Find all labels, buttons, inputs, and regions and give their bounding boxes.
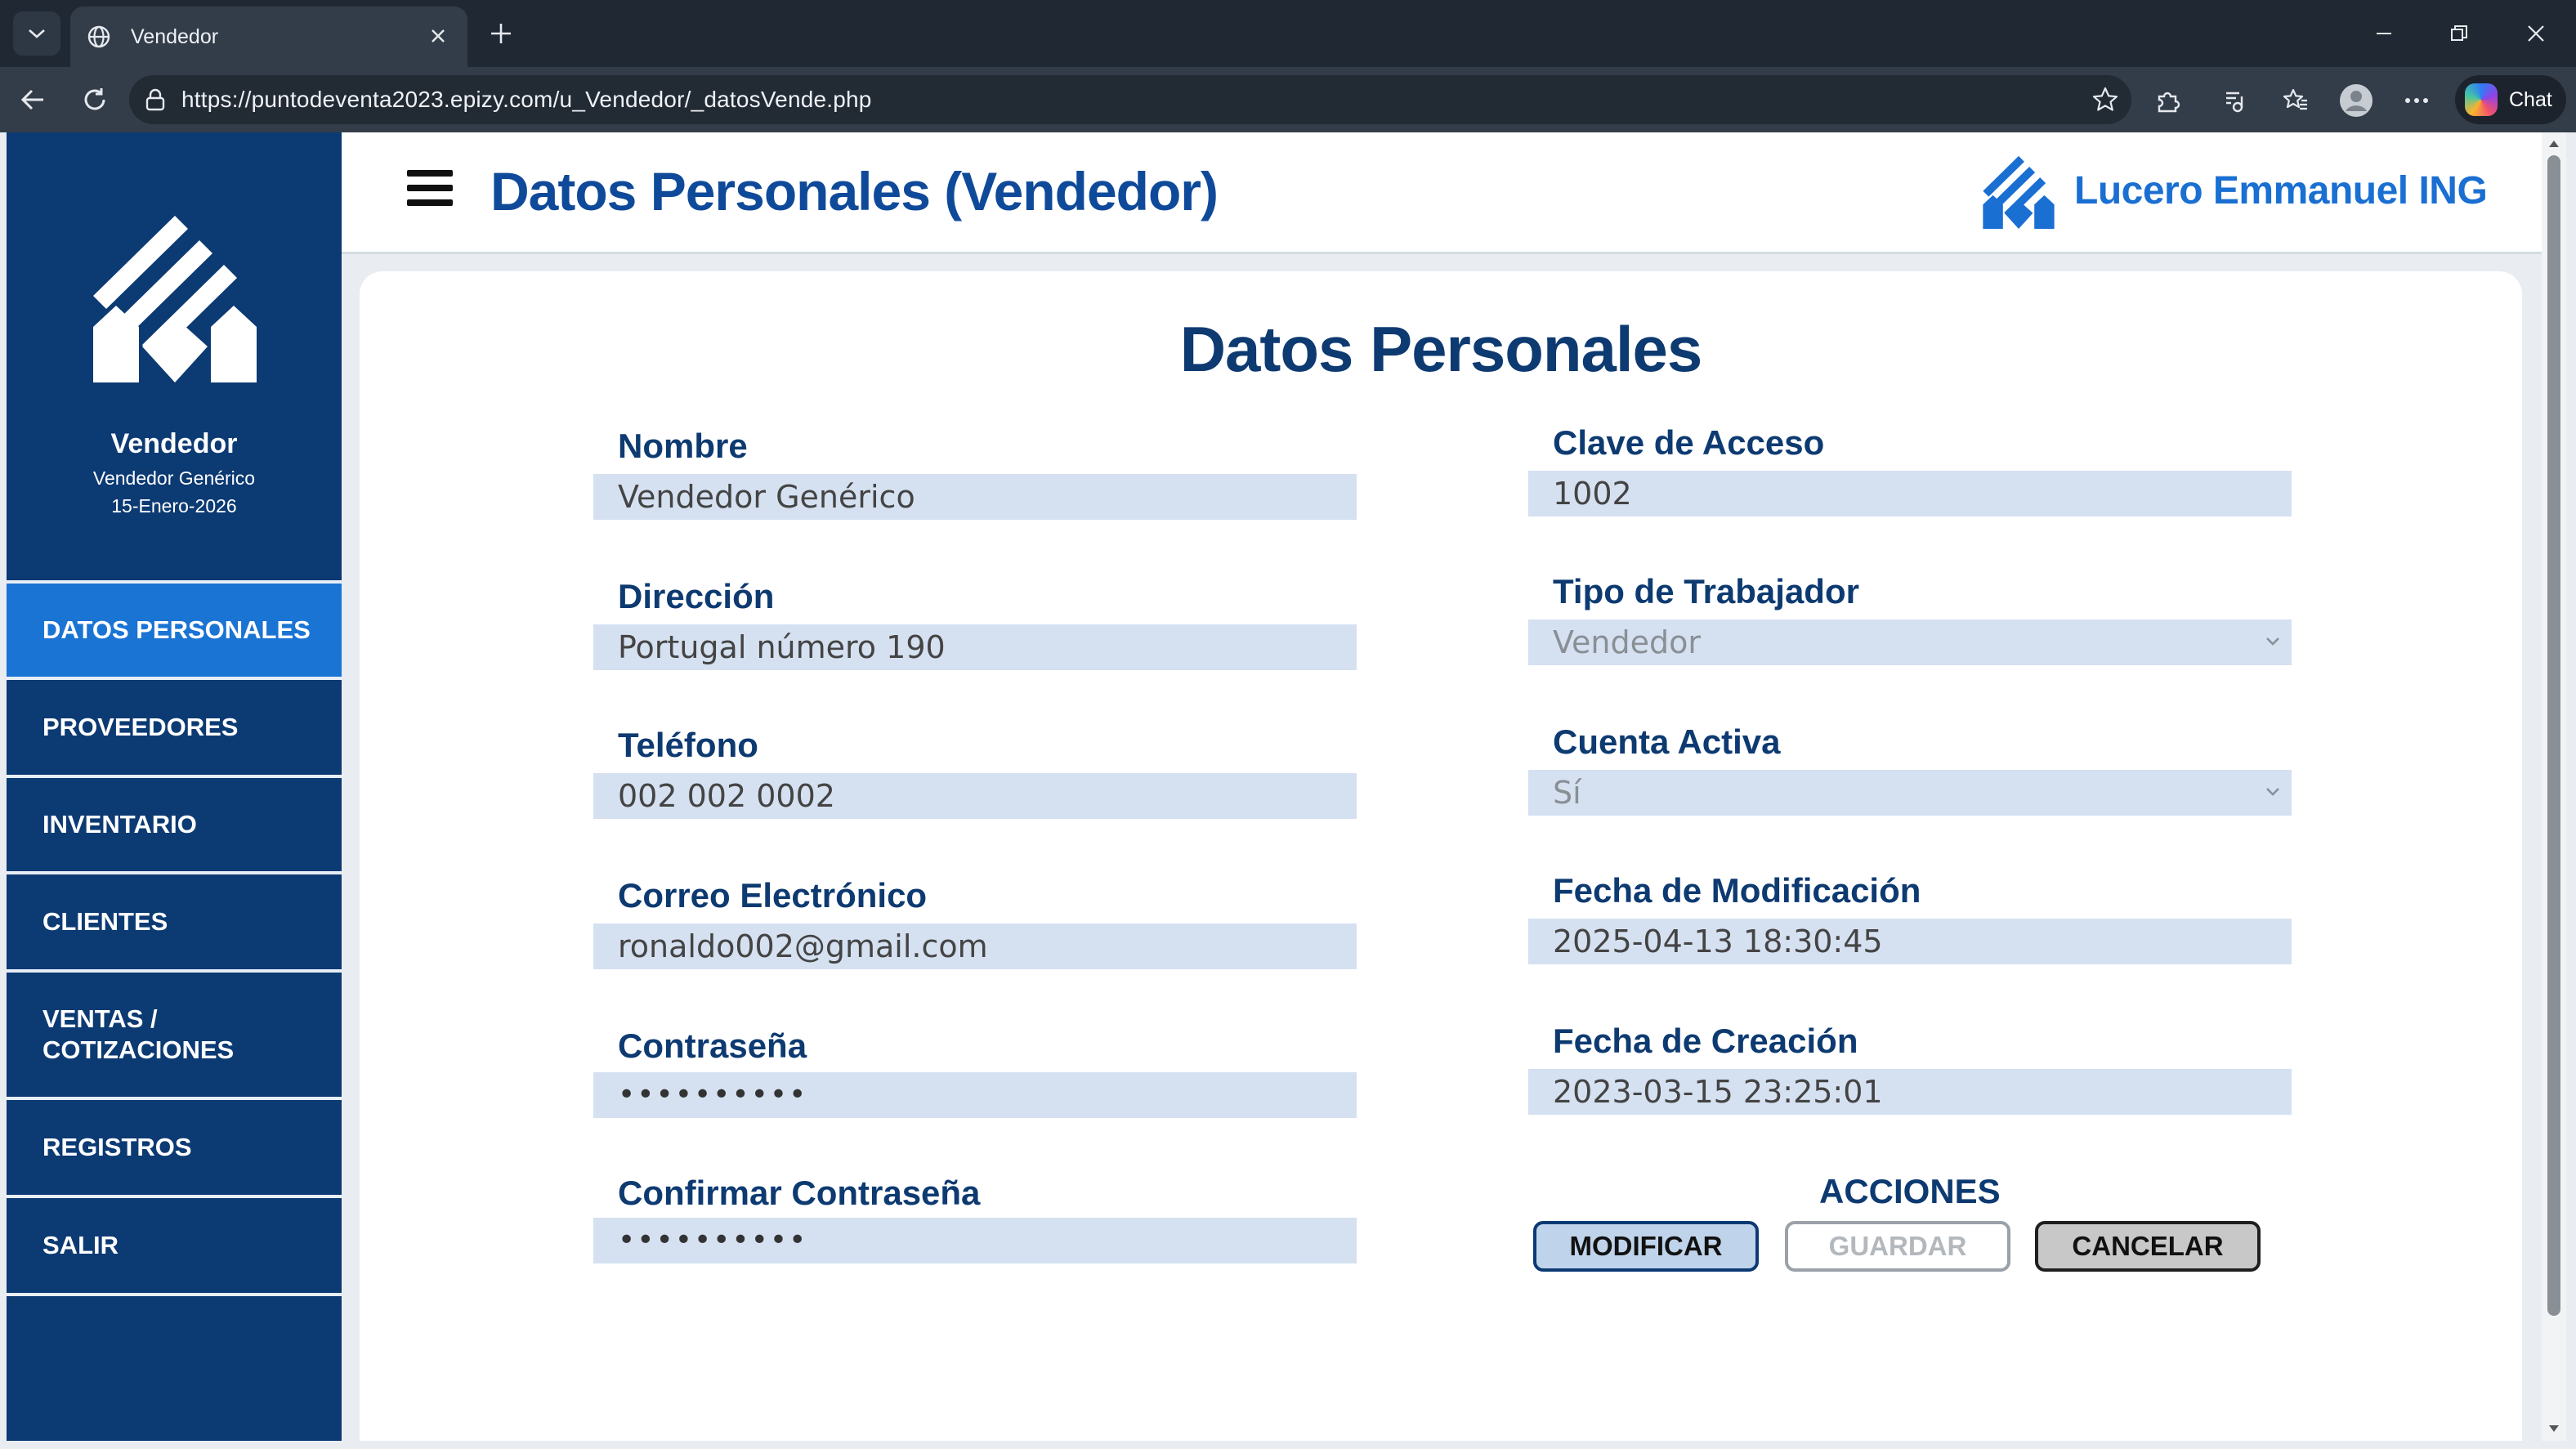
more-icon[interactable] — [2398, 82, 2435, 119]
form-title: Datos Personales — [1179, 313, 1702, 385]
correo-label: Correo Electrónico — [618, 876, 928, 915]
chevron-down-icon — [2262, 780, 2283, 804]
fecha-cre-field[interactable]: 2023-03-15 23:25:01 — [1528, 1069, 2292, 1115]
star-icon[interactable] — [2091, 85, 2120, 114]
sidebar-item-label: DATOS PERSONALES — [42, 615, 311, 644]
top-header — [342, 132, 2542, 254]
minimize-icon[interactable] — [2364, 13, 2404, 54]
email-field[interactable]: ronaldo002@gmail.com — [593, 924, 1357, 969]
sidebar-divider — [7, 1293, 342, 1296]
extensions-icon[interactable] — [2149, 82, 2187, 119]
brand-logo-icon — [1979, 152, 2058, 232]
sidebar-item-label: SALIR — [42, 1231, 119, 1259]
plus-icon[interactable] — [482, 15, 520, 52]
fecha-mod-field[interactable]: 2025-04-13 18:30:45 — [1528, 919, 2292, 964]
tipo-selected-value: Vendedor — [1553, 624, 1702, 660]
sidebar-item-salir[interactable] — [7, 1195, 342, 1293]
scrollbar-thumb[interactable] — [2547, 155, 2560, 1316]
cuenta-selected-value: Sí — [1553, 775, 1581, 811]
sidebar-item-datos-personales[interactable] — [7, 580, 342, 677]
current-date: 15-Enero-2026 — [111, 495, 237, 517]
sidebar-item-label: CLIENTES — [42, 907, 168, 936]
user-role: Vendedor — [110, 428, 238, 459]
sidebar-item-label: INVENTARIO — [42, 810, 197, 839]
tipo-select[interactable] — [1528, 619, 2292, 665]
back-icon[interactable] — [11, 78, 54, 121]
clave-field[interactable]: 1002 — [1528, 471, 2292, 517]
hamburger-menu-icon[interactable] — [407, 170, 453, 212]
telefono-label: Teléfono — [618, 726, 758, 764]
media-icon[interactable] — [2215, 82, 2252, 119]
browser-tab[interactable] — [70, 7, 467, 67]
fecha-cre-label: Fecha de Creación — [1553, 1022, 1858, 1060]
sidebar-item-ventas-cotizaciones[interactable] — [7, 969, 342, 1097]
scroll-down-icon[interactable] — [2545, 1420, 2563, 1437]
chevron-down-icon — [2262, 629, 2283, 654]
tipo-label: Tipo de Trabajador — [1553, 572, 1859, 610]
chat-button[interactable] — [2455, 75, 2566, 124]
close-icon[interactable] — [422, 20, 454, 52]
cuenta-label: Cuenta Activa — [1553, 722, 1781, 761]
tab-list-icon[interactable] — [13, 11, 60, 56]
sidebar-item-label: VENTAS / COTIZACIONES — [42, 1004, 235, 1064]
restore-icon[interactable] — [2439, 13, 2480, 54]
clave-label: Clave de Acceso — [1553, 423, 1825, 462]
direccion-field[interactable]: Portugal número 190 — [593, 624, 1357, 670]
lock-icon[interactable] — [142, 87, 168, 113]
cuenta-select[interactable] — [1528, 770, 2292, 816]
favorites-icon[interactable] — [2277, 82, 2314, 119]
profile-icon[interactable] — [2337, 82, 2375, 119]
sidebar — [7, 132, 342, 1441]
contrasena-label: Contraseña — [618, 1026, 807, 1065]
modificar-button[interactable]: MODIFICAR — [1533, 1221, 1759, 1272]
nombre-field[interactable]: Vendedor Genérico — [593, 474, 1357, 520]
address-bar — [0, 67, 2576, 132]
close-window-icon[interactable] — [2516, 13, 2556, 54]
reload-icon[interactable] — [74, 78, 116, 121]
acciones-heading: ACCIONES — [1819, 1172, 2001, 1210]
sidebar-item-proveedores[interactable] — [7, 677, 342, 775]
confirm-password-field[interactable]: •••••••••• — [593, 1218, 1357, 1263]
scroll-up-icon[interactable] — [2545, 136, 2563, 152]
sidebar-item-label: PROVEEDORES — [42, 713, 239, 741]
sidebar-item-label: REGISTROS — [42, 1133, 192, 1161]
url-field[interactable] — [129, 75, 2131, 124]
direccion-label: Dirección — [618, 577, 775, 615]
confirmar-label: Confirmar Contraseña — [618, 1174, 981, 1212]
tab-title: Vendedor — [131, 25, 219, 48]
telefono-field[interactable]: 002 002 0002 — [593, 773, 1357, 819]
sidebar-item-registros[interactable] — [7, 1097, 342, 1195]
password-field[interactable]: •••••••••• — [593, 1072, 1357, 1118]
sidebar-item-clientes[interactable] — [7, 871, 342, 969]
nombre-label: Nombre — [618, 427, 748, 465]
guardar-button[interactable]: GUARDAR — [1785, 1221, 2010, 1272]
page-scrollbar[interactable] — [2542, 132, 2566, 1441]
cancelar-button[interactable]: CANCELAR — [2035, 1221, 2261, 1272]
personal-data-card — [360, 271, 2522, 1441]
browser-tab-bar — [0, 0, 2576, 67]
company-logo — [85, 208, 265, 389]
copilot-icon — [2465, 83, 2498, 116]
page-title: Datos Personales (Vendedor) — [490, 161, 1218, 221]
fecha-mod-label: Fecha de Modificación — [1553, 871, 1921, 910]
user-name: Vendedor Genérico — [92, 467, 256, 489]
url-text: https://puntodeventa2023.epizy.com/u_Vendedor/_datosVende.php — [181, 87, 872, 112]
chat-label: Chat — [2509, 87, 2552, 111]
brand-name: Lucero Emmanuel ING — [2074, 169, 2488, 212]
sidebar-item-inventario[interactable] — [7, 775, 342, 871]
globe-icon — [82, 20, 116, 54]
